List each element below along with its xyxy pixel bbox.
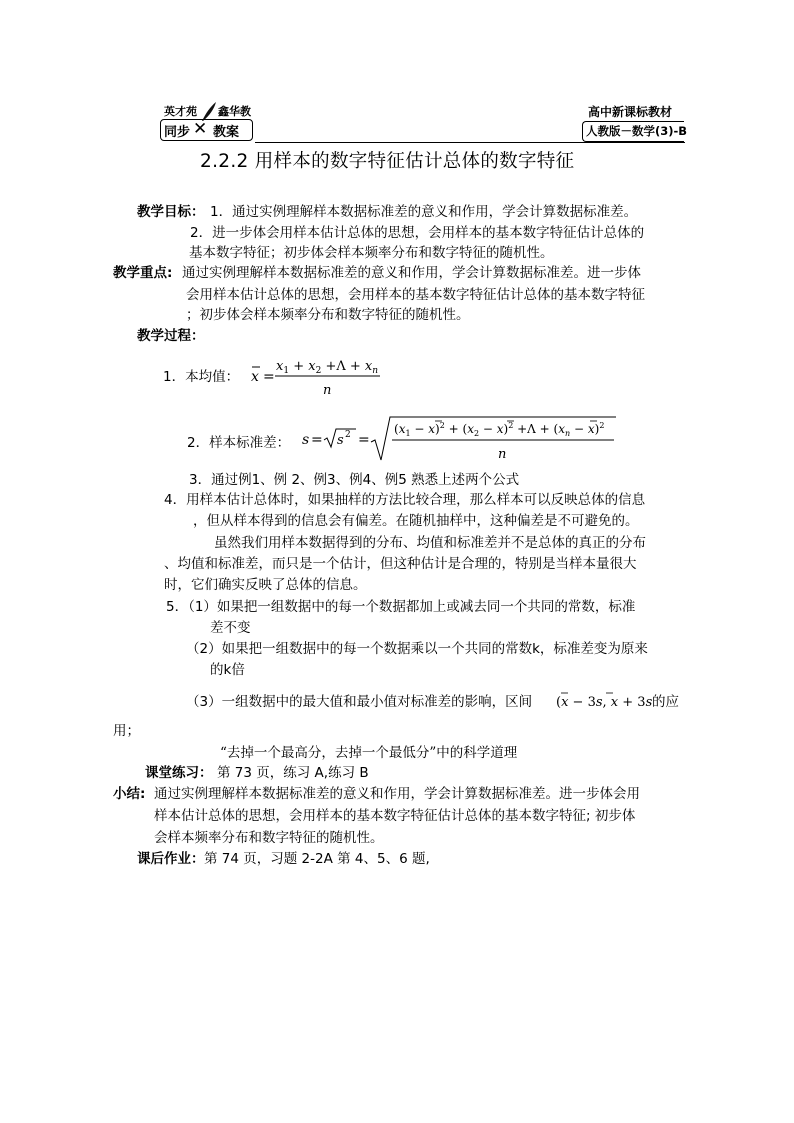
goals-label: 教学目标： — [137, 204, 205, 220]
process-item-4-line-3: 虽然我们用样本数据得到的分布、均值和标准差并不是总体的真正的分布 — [214, 535, 646, 551]
process-item-4-line-4: 、均值和标准差，而只是一个估计，但这种估计是合理的，特别是当样本量很大 — [164, 556, 637, 572]
svg-text:=: = — [311, 432, 323, 448]
header-edition-text: 人教版－数学(3)-B — [586, 124, 688, 138]
svg-text:s: s — [337, 433, 344, 448]
focus-label: 教学重点: — [113, 265, 173, 281]
homework-label: 课后作业： — [137, 851, 205, 867]
summary-label: 小结: — [113, 786, 146, 802]
focus-line-2: 会用样本估计总体的思想，会用样本的基本数字特征估计总体的基本数字特征 — [186, 287, 645, 303]
std-formula — [300, 414, 620, 464]
process-item-5-3-prefix: （3）一组数据中的最大值和最小值对标准差的影响，区间 — [186, 694, 533, 710]
svg-text:n: n — [323, 383, 332, 398]
process-item-5-2-line-2: 的k倍 — [210, 662, 245, 678]
practice-text: 第 73 页，练习 A,练习 B — [217, 765, 369, 781]
process-item-4-line-2: ，但从样本得到的信息会有偏差。在随机抽样中，这种偏差是不可避免的。 — [193, 513, 639, 529]
goals-item-2-line-2: 基本数字特征；初步体会样本频率分布和数字特征的随机性。 — [189, 245, 554, 261]
logo-bottom-box — [160, 119, 253, 141]
svg-text:(x − 3s, x + 3s): (x − 3s, x + 3s — [556, 695, 652, 710]
header-rule — [255, 142, 685, 143]
process-item-3: 3．通过例1、例 2、例3、例4、例5 熟悉上述两个公式 — [189, 472, 520, 488]
svg-text:=: = — [263, 369, 275, 385]
mean-formula — [244, 352, 394, 402]
practice-label: 课堂练习： — [145, 765, 213, 781]
logo-bottom-right-text: 教案 — [213, 125, 240, 140]
process-item-5-1-line-2: 差不变 — [210, 620, 251, 636]
summary-line-3: 会样本频率分布和数字特征的随机性。 — [154, 830, 384, 846]
focus-line-3: ；初步体会样本频率分布和数字特征的随机性。 — [186, 307, 470, 323]
logo-top-left-text: 英才苑 — [164, 105, 197, 118]
logo-top-right-text: 鑫华教 — [218, 105, 251, 118]
svg-text:n: n — [498, 447, 507, 462]
process-item-5-1-line-1: 5．（1）如果把一组数据中的每一个数据都加上或减去同一个共同的常数，标准 — [166, 599, 636, 615]
page-title: 2.2.2 用样本的数字特征估计总体的数字特征 — [200, 151, 575, 172]
cross-pen-icon: ✕ — [193, 119, 208, 139]
svg-text:x1 + x2 +Λ + xn: $x_1 + x_2 +\Lambda + x_n$ — [276, 359, 379, 376]
summary-line-2: 样本估计总体的思想，会用样本的基本数字特征估计总体的基本数字特征; 初步体 — [154, 808, 636, 824]
process-item-5-3-suffix: 的应 — [652, 694, 679, 710]
svg-text:=: = — [358, 432, 370, 448]
focus-line-1: 通过实例理解样本数据标准差的意义和作用，学会计算数据标准差。进一步体 — [182, 265, 641, 281]
svg-text:2: 2 — [345, 430, 351, 440]
process-item-5-3-line-2: 用； — [113, 723, 140, 739]
summary-line-1: 通过实例理解样本数据标准差的意义和作用，学会计算数据标准差。进一步体会用 — [154, 786, 640, 802]
goals-item-2-line-1: 2．进一步体会用样本估计总体的思想，会用样本的基本数字特征估计总体的 — [190, 225, 645, 241]
svg-text:s: s — [302, 432, 310, 448]
goals-item-1: 1．通过实例理解样本数据标准差的意义和作用，学会计算数据标准差。 — [210, 204, 638, 220]
header-series-title: 高中新课标教材 — [588, 105, 673, 119]
svg-text:x: x — [251, 369, 259, 385]
homework-text: 第 74 页，习题 2-2A 第 4、5、6 题, — [204, 851, 430, 867]
process-label: 教学过程： — [137, 328, 205, 344]
publisher-logo — [160, 103, 255, 143]
process-item-4-line-1: 4．用样本估计总体时，如果抽样的方法比较合理，那么样本可以反映总体的信息 — [164, 492, 646, 508]
logo-bottom-left-text: 同步 — [164, 125, 191, 140]
process-quote: “去掉一个最高分，去掉一个最低分”中的科学道理 — [220, 745, 518, 761]
interval-formula — [556, 688, 652, 714]
process-item-5-2-line-1: （2）如果把一组数据中的每一个数据乘以一个共同的常数k，标准差变为原来 — [186, 641, 648, 657]
process-item-4-line-5: 时，它们确实反映了总体的信息。 — [164, 577, 367, 593]
svg-text:(x1 − x)2 + (x2 − x)2 +Λ + (x: $(x_1 - x)^2 + (x_2 - x)^2 +\Lambda + (x_n - x)^2$ — [394, 421, 605, 438]
std-label: 2．样本标准差： — [187, 435, 291, 451]
header-edition-box — [582, 121, 688, 142]
mean-label: 1．本均值： — [163, 369, 240, 385]
